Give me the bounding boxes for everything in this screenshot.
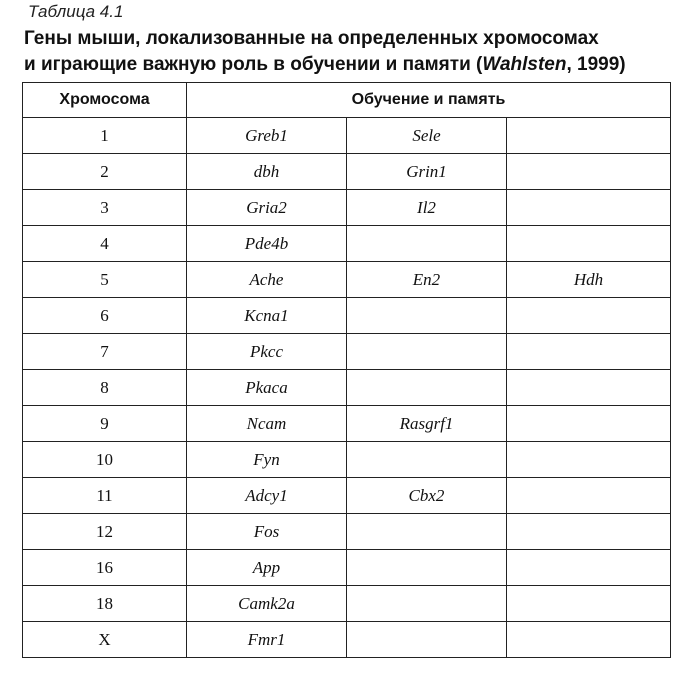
gene-cell-1: Fmr1 bbox=[187, 622, 347, 658]
gene-cell-1: Pkcc bbox=[187, 334, 347, 370]
table-row bbox=[23, 442, 671, 478]
gene-cell-2 bbox=[347, 334, 507, 370]
table-row bbox=[23, 514, 671, 550]
header-chromosome: Хромосома bbox=[23, 83, 187, 118]
gene-cell-3 bbox=[507, 370, 671, 406]
gene-cell-1: Ache bbox=[187, 262, 347, 298]
gene-cell-2: Cbx2 bbox=[347, 478, 507, 514]
gene-cell-1: Kcna1 bbox=[187, 298, 347, 334]
gene-cell-1: Pde4b bbox=[187, 226, 347, 262]
chromosome-cell: 9 bbox=[23, 406, 187, 442]
gene-cell-1: Fyn bbox=[187, 442, 347, 478]
table-header-row bbox=[23, 83, 671, 118]
gene-cell-3 bbox=[507, 478, 671, 514]
gene-cell-1: Adcy1 bbox=[187, 478, 347, 514]
table-row bbox=[23, 262, 671, 298]
gene-cell-2 bbox=[347, 622, 507, 658]
table-row bbox=[23, 550, 671, 586]
table-row bbox=[23, 226, 671, 262]
chromosome-cell: 11 bbox=[23, 478, 187, 514]
table-caption: Таблица 4.1 bbox=[28, 2, 124, 21]
chromosome-cell: 10 bbox=[23, 442, 187, 478]
table-row bbox=[23, 586, 671, 622]
chromosome-cell: 12 bbox=[23, 514, 187, 550]
table-row bbox=[23, 478, 671, 514]
chromosome-cell: 6 bbox=[23, 298, 187, 334]
gene-cell-3 bbox=[507, 514, 671, 550]
gene-cell-3 bbox=[507, 550, 671, 586]
table-row bbox=[23, 370, 671, 406]
title-line-2 bbox=[24, 52, 684, 78]
title-line-2-suffix: , 1999) bbox=[566, 54, 626, 75]
gene-cell-3 bbox=[507, 586, 671, 622]
table-row bbox=[23, 298, 671, 334]
gene-cell-2: Sele bbox=[347, 118, 507, 154]
gene-cell-1: Gria2 bbox=[187, 190, 347, 226]
gene-cell-2 bbox=[347, 586, 507, 622]
gene-cell-1: Camk2a bbox=[187, 586, 347, 622]
gene-cell-2: Rasgrf1 bbox=[347, 406, 507, 442]
gene-cell-2 bbox=[347, 298, 507, 334]
gene-cell-3 bbox=[507, 334, 671, 370]
gene-cell-2: En2 bbox=[347, 262, 507, 298]
title-line-2-prefix: и играющие важную роль в обучении и памяти ( bbox=[24, 54, 483, 75]
gene-cell-3 bbox=[507, 226, 671, 262]
gene-cell-2 bbox=[347, 550, 507, 586]
title-line-1: Гены мыши, локализованные на определенных хромосомах bbox=[24, 28, 599, 49]
gene-cell-3 bbox=[507, 118, 671, 154]
gene-cell-3 bbox=[507, 406, 671, 442]
gene-cell-3: Hdh bbox=[507, 262, 671, 298]
gene-cell-3 bbox=[507, 298, 671, 334]
gene-cell-2 bbox=[347, 442, 507, 478]
gene-cell-1: dbh bbox=[187, 154, 347, 190]
gene-cell-2 bbox=[347, 226, 507, 262]
table-row bbox=[23, 622, 671, 658]
gene-cell-2: Grin1 bbox=[347, 154, 507, 190]
chromosome-cell: 1 bbox=[23, 118, 187, 154]
table-row bbox=[23, 190, 671, 226]
gene-cell-1: Greb1 bbox=[187, 118, 347, 154]
gene-cell-3 bbox=[507, 622, 671, 658]
gene-cell-2 bbox=[347, 514, 507, 550]
chromosome-cell: 8 bbox=[23, 370, 187, 406]
table-body bbox=[23, 118, 671, 658]
chromosome-cell: 4 bbox=[23, 226, 187, 262]
chromosome-cell: 2 bbox=[23, 154, 187, 190]
gene-cell-1: App bbox=[187, 550, 347, 586]
chromosome-cell: 18 bbox=[23, 586, 187, 622]
genes-table bbox=[22, 82, 671, 658]
table-title bbox=[24, 26, 684, 78]
header-learning-memory: Обучение и память bbox=[187, 83, 671, 118]
gene-cell-2 bbox=[347, 370, 507, 406]
chromosome-cell: 7 bbox=[23, 334, 187, 370]
chromosome-cell: 5 bbox=[23, 262, 187, 298]
table-row bbox=[23, 334, 671, 370]
table-row bbox=[23, 406, 671, 442]
table-row bbox=[23, 118, 671, 154]
gene-cell-1: Fos bbox=[187, 514, 347, 550]
gene-cell-1: Pkaca bbox=[187, 370, 347, 406]
table-row bbox=[23, 154, 671, 190]
chromosome-cell: 16 bbox=[23, 550, 187, 586]
chromosome-cell: X bbox=[23, 622, 187, 658]
chromosome-cell: 3 bbox=[23, 190, 187, 226]
gene-cell-3 bbox=[507, 442, 671, 478]
gene-cell-3 bbox=[507, 154, 671, 190]
gene-cell-1: Ncam bbox=[187, 406, 347, 442]
gene-cell-2: Il2 bbox=[347, 190, 507, 226]
gene-cell-3 bbox=[507, 190, 671, 226]
title-author: Wahlsten bbox=[482, 54, 567, 75]
